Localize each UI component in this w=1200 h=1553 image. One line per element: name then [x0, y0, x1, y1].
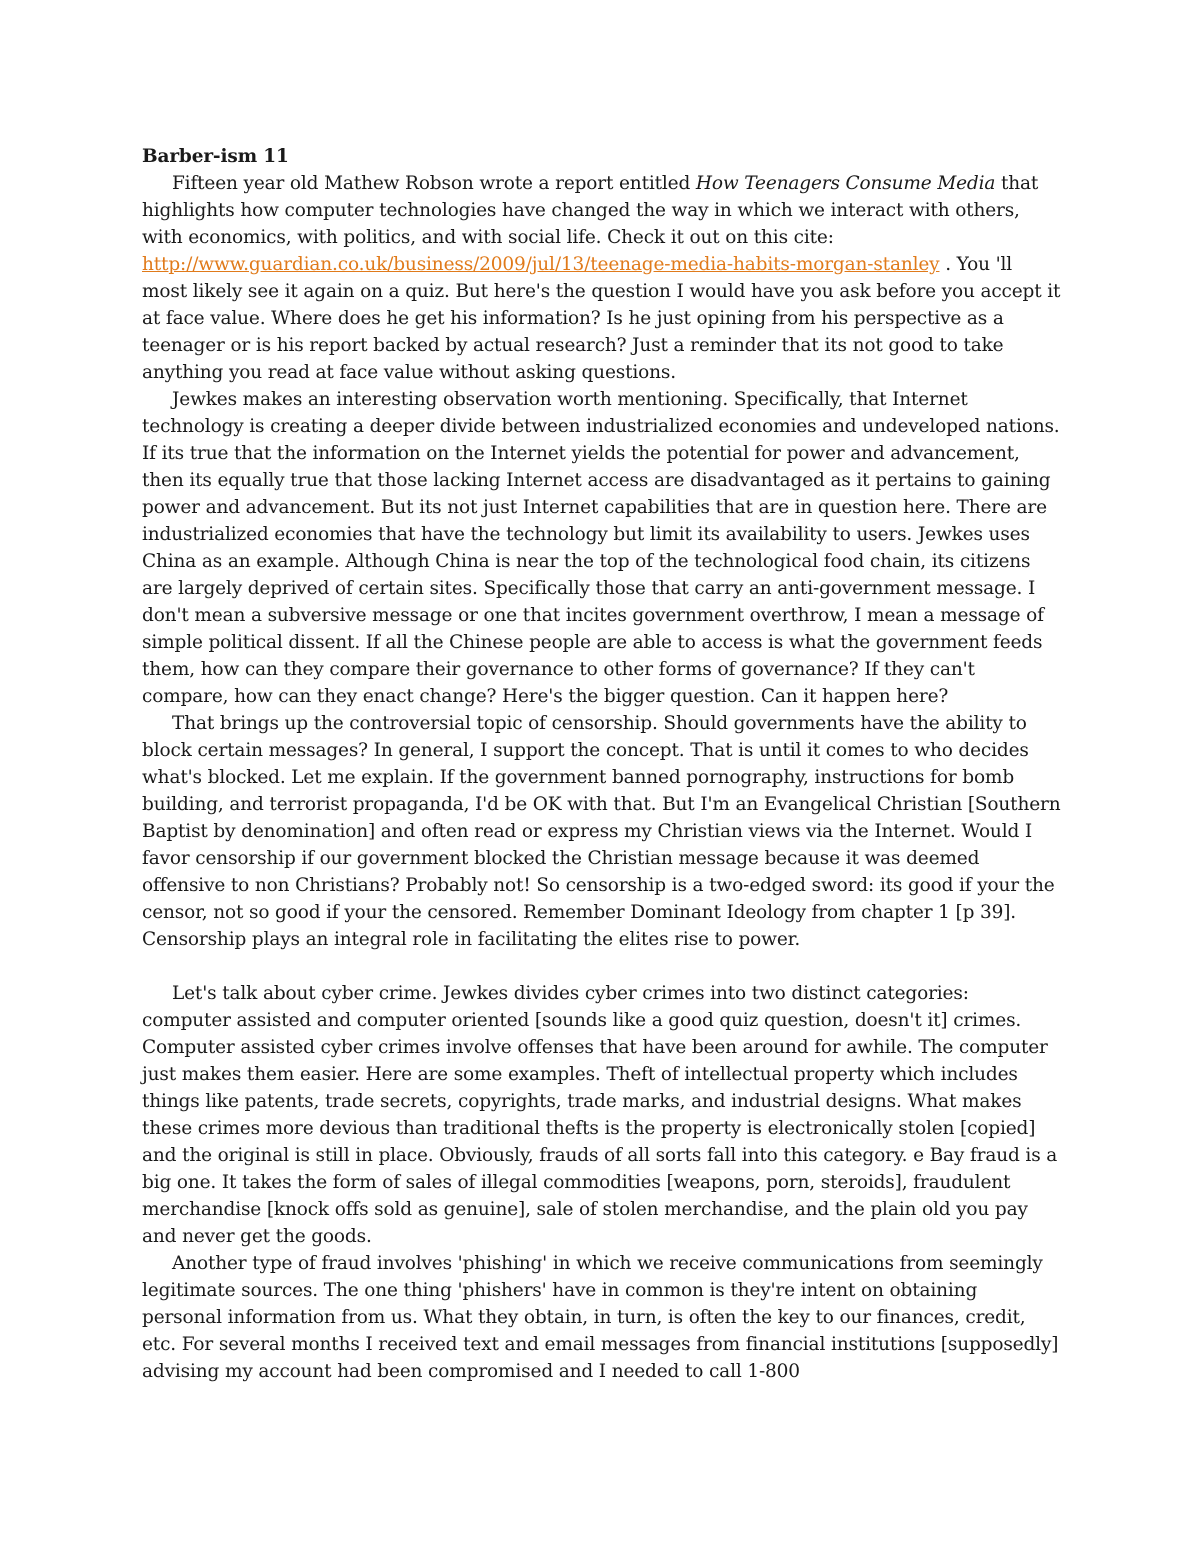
- guardian-article-link[interactable]: http://www.guardian.co.uk/business/2009/jul/13/teenage-media-habits-morgan-stanley: [142, 254, 940, 275]
- paragraph-3: That brings up the controversial topic of censorship. Should governments have the ability to block certain messages? In general, I support the concept. That is until it comes to who decides what's blocked. Let me explain. If the government banned pornography, instructions for bomb building, and terrorist propaganda, I'd be OK with that. But I'm an Evangelical Christian [Southern Baptist by denomination] and often read or express my Christian views via the Internet. Would I favor censorship if our government blocked the Christian message because it was deemed offensive to non Christians? Probably not! So censorship is a two-edged sword: its good if your the censor, not so good if your the censored. Remember Dominant Ideology from chapter 1 [p 39]. Censorship plays an integral role in facilitating the elites rise to power.: [142, 713, 1061, 950]
- paragraph-1-text-c: . You 'll most likely see it again on a quiz. But here's the question I would have you ask before you accept it at face value. Where does he get his information? Is he just opining from his perspective as a teenager or is his report backed by actual research? Just a reminder that its not good to take anything you read at face value without asking questions.: [142, 254, 1061, 383]
- document-title: Barber-ism 11: [142, 146, 289, 167]
- report-title: How Teenagers Consume Media: [695, 173, 996, 194]
- paragraph-2: Jewkes makes an interesting observation worth mentioning. Specifically, that Internet technology is creating a deeper divide between industrialized economies and undeveloped nations. If its true that the information on the Internet yields the potential for power and advancement, then its equally true that those lacking Internet access are disadvantaged as it pertains to gaining power and advancement. But its not just Internet capabilities that are in question here. There are industrialized economies that have the technology but limit its availability to users. Jewkes uses China as an example. Although China is near the top of the technological food chain, its citizens are largely deprived of certain sites. Specifically those that carry an anti-government message. I don't mean a subversive message or one that incites government overthrow, I mean a message of simple political dissent. If all the Chinese people are able to access is what the government feeds them, how can they compare their governance to other forms of governance? If they can't compare, how can they enact change? Here's the bigger question. Can it happen here?: [142, 389, 1060, 707]
- paragraph-1-text-b: that highlights how computer technologies have changed the way in which we interact with others, with economics, with politics, and with social life. Check it out on this cite:: [142, 173, 1039, 248]
- paragraph-4: Let's talk about cyber crime. Jewkes divides cyber crimes into two distinct categories: computer assisted and computer oriented [sounds like a good quiz question, doesn't it] crimes. Computer assisted cyber crimes involve offenses that have been around for awhile. The computer just makes them easier. Here are some examples. Theft of intellectual property which includes things like patents, trade secrets, copyrights, trade marks, and industrial designs. What makes these crimes more devious than traditional thefts is the property is electronically stolen [copied] and the original is still in place. Obviously, frauds of all sorts fall into this category. e Bay fraud is a big one. It takes the form of sales of illegal commodities [weapons, porn, steroids], fraudulent merchandise [knock offs sold as genuine], sale of stolen merchandise, and the plain old you pay and never get the goods.: [142, 983, 1058, 1247]
- paragraph-1: [142, 170, 1062, 386]
- paragraph-5: Another type of fraud involves 'phishing' in which we receive communications from seemingly legitimate sources. The one thing 'phishers' have in common is they're intent on obtaining personal information from us. What they obtain, in turn, is often the key to our finances, credit, etc. For several months I received text and email messages from financial institutions [supposedly] advising my account had been compromised and I needed to call 1-800: [142, 1253, 1059, 1382]
- document-body: [142, 143, 1062, 1385]
- paragraph-1-text-a: Fifteen year old Mathew Robson wrote a report entitled: [172, 173, 696, 194]
